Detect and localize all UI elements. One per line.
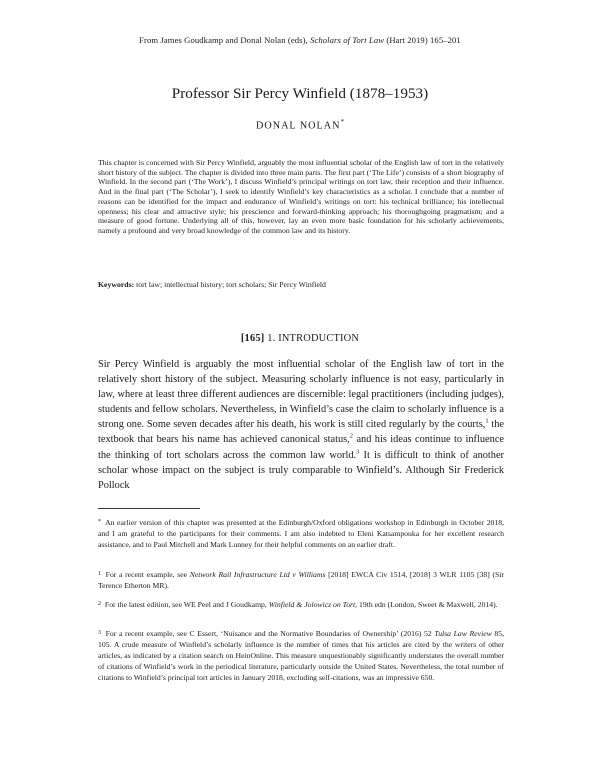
page-reference: [165] — [240, 333, 265, 344]
footnote-star: * An earlier version of this chapter was presented at the Edinburgh/Oxford obligations workshop in Edinburgh in October 2018, and I am grateful to the participants for their comments. I am also indebted to Eleni Katsampouka for her excellent research assistance, and to Paul Mitchell and Mark Lunney for their helpful comments on an earlier draft. — [98, 518, 504, 549]
author-name: DONAL NOLAN* — [256, 118, 344, 132]
footnote-divider — [98, 508, 200, 509]
keywords-text: tort law; intellectual history; tort scholars; Sir Percy Winfield — [134, 280, 326, 289]
footnote-1: $^1$ For a recent example, see Network Rail Infrastructure Ltd v Williams [2018] EWCA Civ 1514, [2018] 3 WLR 1105 [38] (Sir Terence Etherton MR). — [98, 570, 504, 590]
body-paragraph: Sir Percy Winfield is arguably the most influential scholar of the English law of tort in the relatively short history of the subject. Measuring scholarly influence is not easy, particularly in law, where at least three different audiences are discernible: legal practitioners (including judges), students and fellow scholars. Nevertheless, in Winfield’s case the claim to scholarly influence is a strong one. Some seven decades after his death, his work is still cited regularly by the courts,$^1$ the textbook that bears his name has achieved canonical status,$^2$ and his ideas continue to influence the thinking of tort scholars across the common law world.$^3$ It is difficult to think of another scholar whose impact on the subject is truly comparable to Winfield’s. Although Sir Frederick Pollock — [98, 359, 504, 491]
chapter-title: Professor Sir Percy Winfield (1878–1953) — [171, 85, 429, 102]
footnote-ref-1[interactable]: 1 — [485, 417, 489, 425]
abstract: This chapter is concerned with Sir Percy Winfield, arguably the most influential scholar of the English law of tort in the relatively short history of the subject. The chapter is divided into three main parts. The first part (‘The Life’) consists of a short biography of Winfield. In the second part (‘The Work’), I discuss Winfield’s principal writings on tort law, their reception and their influence. And in the final part (‘The Scholar’), I seek to identify Winfield’s key characteristics as a scholar. I conclude that a number of reasons can be identified for the impact and endurance of Winfield’s writings on tort: his technical brilliance; his intellectual openness; his clear and attractive style; his prescience and forward-thinking approach; his thoroughgoing pragmatism; and a measure of good fortune. Underlying all of this, however, lay an even more basic foundation for his scholarly achievements, namely a profound and very broad knowledge of the common law and its history. — [98, 158, 504, 235]
footnote-2: $^2$ For the latest edition, see WE Peel and J Goudkamp, Winfield & Jolowicz on Tort, 19th edn (London, Sweet & Maxwell, 2014). — [98, 600, 498, 609]
footnote-ref-3[interactable]: 3 — [356, 448, 360, 456]
footnote-ref-2[interactable]: 2 — [349, 433, 354, 441]
keywords — [98, 280, 504, 290]
footnote-3: $^3$ For a recent example, see C Essert, ‘Nuisance and the Normative Boundaries of Ownership’ (2016) 52 Tulsa Law Review 85, 105. A crude measure of Winfield’s scholarly influence is the number of times that his articles are cited by the writers of other articles, as indicated by a citation search on HeinOnline. This measure unquestionably significantly understates the overall number of citations of Winfield’s work in the periodical literature, particularly outside the United States. Nevertheless, the total number of citations to Winfield’s principal tort articles in January 2018, excluding self-citations, was an impressive 650. — [98, 629, 505, 682]
book-title: Scholars of Tort Law — [310, 35, 385, 45]
keywords-label: Keywords: — [98, 280, 135, 289]
author-footnote-mark: * — [340, 118, 344, 126]
running-head: From James Goudkamp and Donal Nolan (eds), Scholars of Tort Law (Hart 2019) 165–201 — [139, 35, 461, 45]
section-heading: [165] 1. INTRODUCTION — [240, 333, 360, 344]
